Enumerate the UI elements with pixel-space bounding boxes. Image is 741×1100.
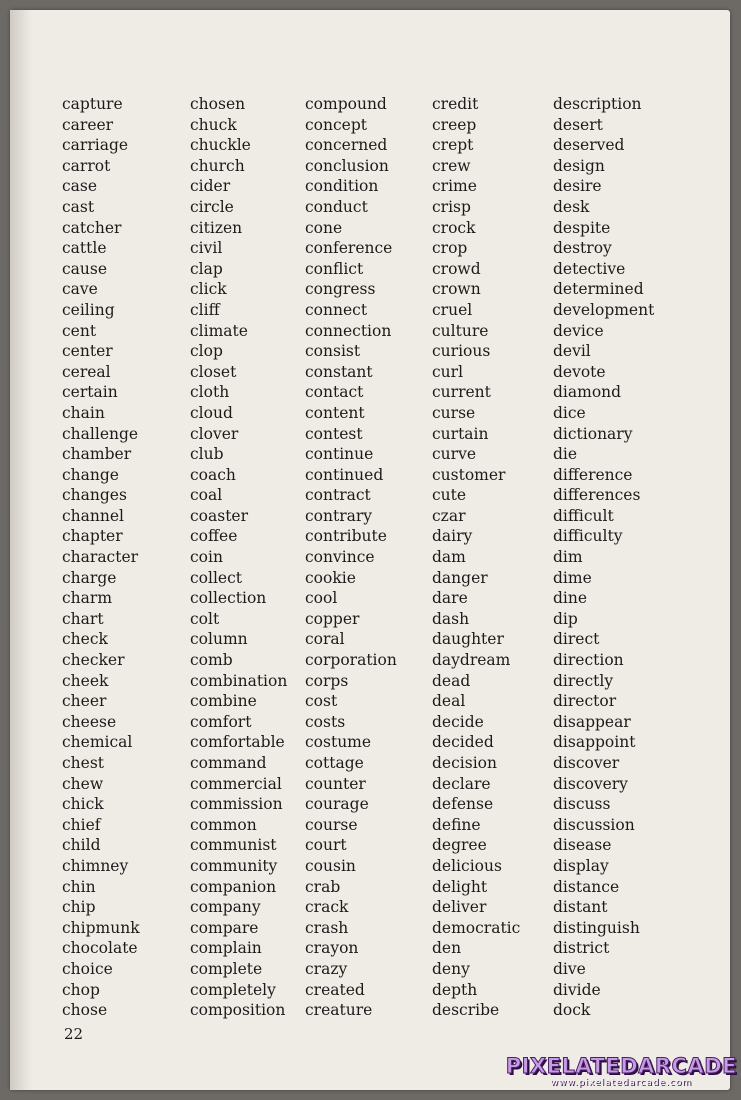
word-entry: challenge — [62, 424, 139, 443]
word-entry: cheek — [62, 671, 109, 690]
word-entry: deliver — [432, 898, 487, 917]
word-entry: complete — [190, 959, 263, 978]
word-entry: chin — [62, 877, 96, 896]
word-entry: congress — [305, 280, 376, 299]
word-entry: collection — [190, 589, 267, 608]
word-entry: church — [190, 156, 245, 175]
word-entry: directly — [553, 671, 614, 690]
word-entry: dime — [553, 568, 592, 587]
word-entry: concerned — [305, 136, 388, 155]
word-column-3 — [305, 94, 397, 1021]
word-entry: composition — [190, 1001, 286, 1020]
word-entry: constant — [305, 362, 373, 381]
word-entry: cone — [305, 218, 343, 237]
word-entry: coaster — [190, 506, 249, 525]
word-entry: describe — [432, 1001, 500, 1020]
watermark — [506, 1054, 737, 1088]
word-entry: chip — [62, 898, 96, 917]
word-entry: dash — [432, 609, 470, 628]
word-entry: contact — [305, 383, 364, 402]
word-entry: danger — [432, 568, 488, 587]
word-entry: column — [190, 630, 248, 649]
word-entry: desk — [553, 197, 590, 216]
word-entry: distance — [553, 877, 620, 896]
watermark-logo: PIXELATEDARCADE — [505, 1054, 737, 1078]
word-entry: chocolate — [62, 939, 138, 958]
word-entry: cheer — [62, 692, 107, 711]
word-entry: curse — [432, 403, 476, 422]
word-entry: command — [190, 754, 267, 772]
word-entry: climate — [190, 321, 248, 340]
word-entry: die — [553, 445, 578, 464]
word-entry: design — [553, 156, 605, 175]
word-entry: completely — [190, 980, 276, 999]
word-entry: dock — [553, 1001, 591, 1020]
word-entry: discuss — [553, 795, 611, 814]
word-entry: crowd — [432, 259, 481, 278]
word-entry: citizen — [190, 218, 243, 237]
word-entry: deny — [432, 959, 470, 978]
word-entry: coral — [305, 630, 345, 649]
word-entry: center — [62, 342, 113, 361]
word-entry: dim — [553, 548, 583, 567]
word-entry: discovery — [553, 774, 628, 793]
word-entry: combine — [190, 692, 257, 711]
word-entry: depth — [432, 980, 478, 999]
word-entry: determined — [553, 280, 644, 299]
word-entry: crown — [432, 280, 481, 299]
word-entry: coal — [190, 486, 223, 505]
word-entry: chain — [62, 403, 105, 422]
word-entry: charge — [62, 568, 117, 587]
word-entry: devil — [553, 342, 591, 361]
word-entry: convince — [305, 548, 375, 567]
word-entry: differences — [553, 486, 641, 505]
word-entry: club — [190, 445, 224, 464]
word-entry: difference — [553, 465, 633, 484]
word-entry: chest — [62, 754, 105, 772]
word-entry: direct — [553, 630, 600, 649]
word-entry: desert — [553, 115, 603, 134]
word-entry: check — [62, 630, 108, 649]
word-entry: connect — [305, 300, 368, 319]
word-entry: curl — [432, 362, 464, 381]
word-entry: clover — [190, 424, 239, 443]
word-entry: cloth — [190, 383, 230, 402]
word-entry: conclusion — [305, 156, 389, 175]
word-entry: collect — [190, 568, 243, 587]
word-column-2 — [190, 94, 287, 1021]
word-entry: content — [305, 403, 365, 422]
word-entry: created — [305, 980, 365, 999]
word-entry: child — [62, 836, 101, 855]
word-entry: connection — [305, 321, 392, 340]
word-column-4 — [432, 94, 520, 1021]
word-entry: curious — [432, 342, 491, 361]
word-entry: dare — [432, 589, 468, 608]
word-entry: dictionary — [553, 424, 633, 443]
word-entry: chew — [62, 774, 104, 793]
word-entry: cent — [62, 321, 97, 340]
word-entry: comb — [190, 651, 233, 670]
word-entry: comfortable — [190, 733, 285, 752]
word-entry: costume — [305, 733, 372, 752]
word-entry: creature — [305, 1001, 373, 1020]
word-entry: disappear — [553, 712, 631, 731]
word-entry: copper — [305, 609, 360, 628]
word-entry: chosen — [190, 95, 246, 113]
word-entry: dip — [553, 609, 578, 628]
word-entry: case — [62, 177, 98, 196]
word-entry: cloud — [190, 403, 233, 422]
word-entry: deal — [432, 692, 466, 711]
word-entry: distinguish — [553, 918, 640, 937]
word-entry: concept — [305, 115, 367, 134]
book-page — [10, 10, 730, 1090]
word-entry: coach — [190, 465, 236, 484]
word-column-5 — [553, 94, 654, 1021]
word-entry: chuckle — [190, 136, 251, 155]
word-entry: chuck — [190, 115, 237, 134]
word-entry: checker — [62, 651, 125, 670]
word-entry: deserved — [553, 136, 625, 155]
word-entry: combination — [190, 671, 288, 690]
word-entry: decided — [432, 733, 494, 752]
word-entry: culture — [432, 321, 489, 340]
word-entry: current — [432, 383, 491, 402]
word-entry: closet — [190, 362, 237, 381]
watermark-url: www.pixelatedarcade.com — [550, 1078, 693, 1088]
word-entry: dead — [432, 671, 471, 690]
word-entry: delight — [432, 877, 488, 896]
word-entry: cool — [305, 589, 338, 608]
word-entry: certain — [62, 383, 118, 402]
word-entry: cookie — [305, 568, 356, 587]
word-entry: cereal — [62, 362, 111, 381]
word-entry: chapter — [62, 527, 123, 546]
word-entry: destroy — [553, 239, 612, 258]
word-entry: description — [553, 95, 642, 113]
word-entry: creep — [432, 115, 477, 134]
word-entry: clop — [190, 342, 223, 361]
word-entry: crept — [432, 136, 474, 155]
word-entry: decide — [432, 712, 484, 731]
word-entry: cliff — [190, 300, 220, 319]
word-entry: company — [190, 898, 261, 917]
word-entry: colt — [190, 609, 220, 628]
word-entry: daughter — [432, 630, 504, 649]
word-entry: cute — [432, 486, 467, 505]
word-entry: career — [62, 115, 114, 134]
word-entry: channel — [62, 506, 124, 525]
word-entry: corporation — [305, 651, 397, 670]
word-entry: crab — [305, 877, 341, 896]
word-entry: desire — [553, 177, 602, 196]
word-entry: chamber — [62, 445, 132, 464]
word-entry: define — [432, 815, 481, 834]
word-entry: capture — [62, 95, 123, 113]
word-entry: carriage — [62, 136, 129, 155]
word-entry: customer — [432, 465, 506, 484]
word-entry: crime — [432, 177, 477, 196]
word-entry: coin — [190, 548, 223, 567]
word-entry: companion — [190, 877, 277, 896]
word-entry: charm — [62, 589, 113, 608]
word-entry: chief — [62, 815, 101, 834]
word-entry: delicious — [432, 856, 502, 875]
word-entry: den — [432, 939, 462, 958]
word-entry: discussion — [553, 815, 635, 834]
word-entry: circle — [190, 197, 234, 216]
word-entry: costs — [305, 712, 346, 731]
word-entry: compound — [305, 95, 387, 113]
word-entry: comfort — [190, 712, 252, 731]
word-entry: dice — [553, 403, 586, 422]
word-entry: choice — [62, 959, 113, 978]
word-entry: direction — [553, 651, 624, 670]
word-entry: display — [553, 856, 609, 875]
word-entry: court — [305, 836, 347, 855]
word-entry: devote — [553, 362, 606, 381]
word-entry: common — [190, 815, 257, 834]
word-entry: change — [62, 465, 119, 484]
word-entry: chimney — [62, 856, 129, 875]
word-entry: director — [553, 692, 617, 711]
word-entry: cast — [62, 197, 95, 216]
word-column-1 — [62, 94, 140, 1021]
word-entry: compare — [190, 918, 259, 937]
word-entry: chose — [62, 1001, 108, 1020]
word-entry: defense — [432, 795, 494, 814]
word-entry: cause — [62, 259, 108, 278]
word-entry: coffee — [190, 527, 238, 546]
word-entry: consist — [305, 342, 361, 361]
word-entry: crayon — [305, 939, 359, 958]
word-entry: character — [62, 548, 139, 567]
word-entry: civil — [190, 239, 223, 258]
word-entry: declare — [432, 774, 491, 793]
word-entry: crew — [432, 156, 471, 175]
word-entry: conference — [305, 239, 393, 258]
word-entry: corps — [305, 671, 349, 690]
word-entry: continue — [305, 445, 374, 464]
word-entry: difficult — [553, 506, 614, 525]
word-entry: credit — [432, 95, 479, 113]
word-entry: distant — [553, 898, 608, 917]
word-entry: cider — [190, 177, 231, 196]
word-entry: curtain — [432, 424, 489, 443]
word-entry: crop — [432, 239, 468, 258]
word-entry: dam — [432, 548, 466, 567]
word-entry: chart — [62, 609, 104, 628]
word-entry: chipmunk — [62, 918, 140, 937]
word-entry: chop — [62, 980, 100, 999]
page-number: 22 — [64, 1025, 84, 1043]
word-entry: cousin — [305, 856, 356, 875]
word-entry: contract — [305, 486, 371, 505]
word-entry: cruel — [432, 300, 473, 319]
word-entry: development — [553, 300, 655, 319]
word-entry: crisp — [432, 197, 471, 216]
word-entry: despite — [553, 218, 611, 237]
word-entry: conduct — [305, 197, 368, 216]
word-entry: catcher — [62, 218, 122, 237]
word-entry: clap — [190, 259, 223, 278]
word-entry: democratic — [432, 918, 521, 937]
word-entry: dairy — [432, 527, 473, 546]
word-entry: cost — [305, 692, 338, 711]
word-entry: courage — [305, 795, 369, 814]
word-entry: chemical — [62, 733, 133, 752]
word-entry: changes — [62, 486, 127, 505]
word-entry: community — [190, 856, 278, 875]
word-entry: chick — [62, 795, 104, 814]
word-entry: crock — [432, 218, 476, 237]
word-entry: commercial — [190, 774, 282, 793]
word-entry: crazy — [305, 959, 348, 978]
word-entry: discover — [553, 754, 620, 772]
word-entry: contribute — [305, 527, 387, 546]
word-entry: divide — [553, 980, 601, 999]
word-entry: device — [553, 321, 604, 340]
word-entry: counter — [305, 774, 366, 793]
word-entry: degree — [432, 836, 487, 855]
word-entry: carrot — [62, 156, 111, 175]
word-entry: decision — [432, 754, 497, 772]
word-entry: czar — [432, 506, 466, 525]
word-entry: crack — [305, 898, 349, 917]
word-entry: cheese — [62, 712, 117, 731]
word-entry: diamond — [553, 383, 622, 402]
word-entry: communist — [190, 836, 277, 855]
word-entry: cottage — [305, 754, 364, 772]
word-entry: crash — [305, 918, 349, 937]
word-entry: commission — [190, 795, 283, 814]
word-entry: disappoint — [553, 733, 636, 752]
word-entry: district — [553, 939, 610, 958]
word-entry: dive — [553, 959, 586, 978]
word-entry: difficulty — [553, 527, 623, 546]
word-entry: ceiling — [62, 300, 115, 319]
word-entry: continued — [305, 465, 384, 484]
word-entry: complain — [190, 939, 262, 958]
word-entry: condition — [305, 177, 379, 196]
word-entry: conflict — [305, 259, 364, 278]
page-spine-shadow — [10, 10, 32, 1090]
word-entry: contest — [305, 424, 363, 443]
word-entry: cave — [62, 280, 98, 299]
word-entry: disease — [553, 836, 612, 855]
word-entry: daydream — [432, 651, 511, 670]
word-entry: course — [305, 815, 358, 834]
word-entry: click — [190, 280, 227, 299]
word-entry: detective — [553, 259, 626, 278]
word-entry: cattle — [62, 239, 107, 258]
word-entry: contrary — [305, 506, 373, 525]
word-entry: dine — [553, 589, 588, 608]
word-entry: curve — [432, 445, 477, 464]
